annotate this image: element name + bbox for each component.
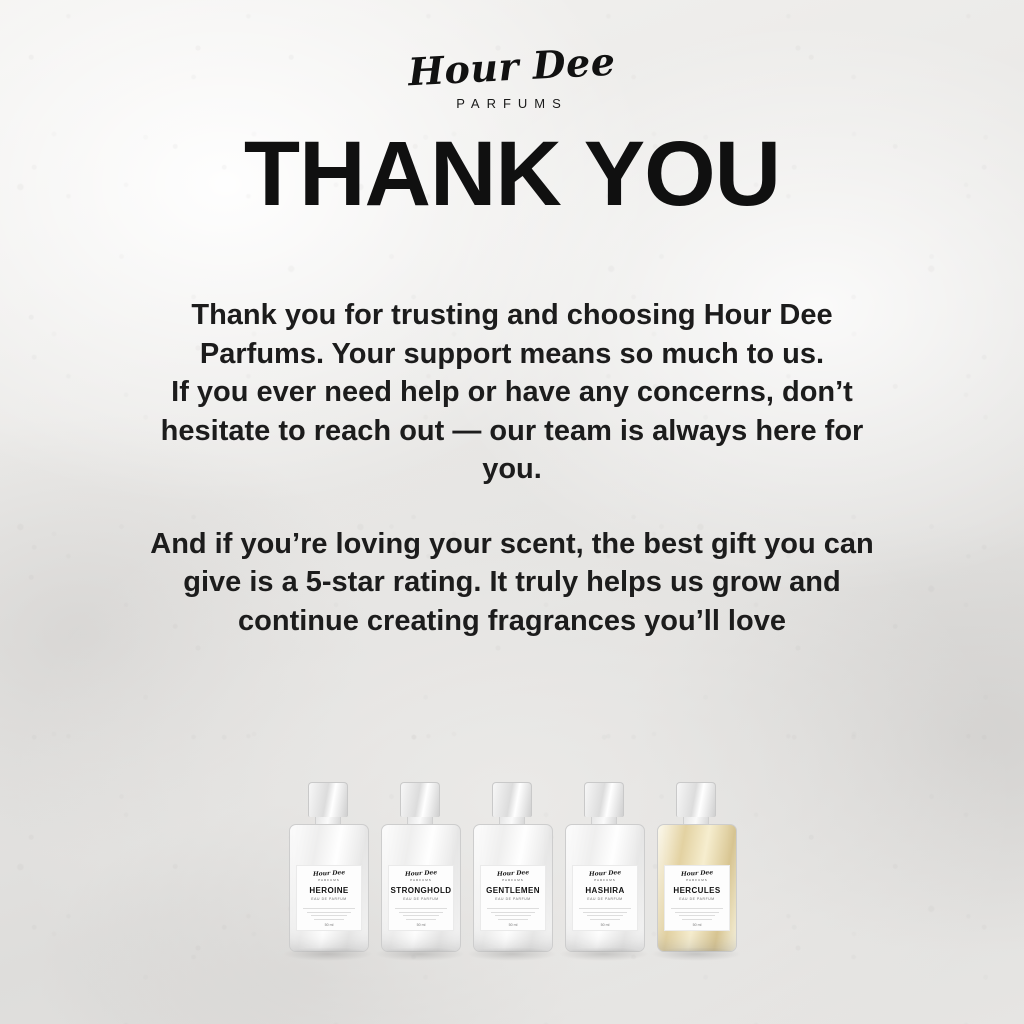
bottle-label bbox=[480, 865, 546, 931]
label-volume: 50 ml bbox=[508, 923, 518, 927]
label-brand-script: Hour Dee bbox=[680, 869, 714, 878]
bottle-shadow bbox=[559, 947, 649, 961]
label-text-lines bbox=[395, 908, 446, 922]
bottle-shadow bbox=[651, 947, 741, 961]
product-bottle bbox=[381, 782, 459, 952]
label-brand-subtitle: PARFUMS bbox=[318, 878, 340, 882]
label-brand-subtitle: PARFUMS bbox=[594, 878, 616, 882]
label-volume: 50 ml bbox=[692, 923, 702, 927]
bottle-body bbox=[473, 824, 553, 952]
bottle-label bbox=[572, 865, 638, 931]
label-product-type: EAU DE PARFUM bbox=[587, 897, 623, 901]
label-text-lines bbox=[671, 908, 722, 922]
label-product-name: GENTLEMEN bbox=[486, 886, 540, 895]
bottle-cap-icon bbox=[676, 782, 716, 817]
message-paragraph-3: And if you’re loving your scent, the best gift you can give is a 5-star rating. It truly helps us grow and continue creating fragrances you’ll love bbox=[150, 527, 874, 637]
message-body bbox=[150, 296, 874, 641]
label-brand-script: Hour Dee bbox=[496, 869, 530, 878]
bottle-cap-icon bbox=[308, 782, 348, 817]
brand-logo-subtitle: PARFUMS bbox=[456, 96, 568, 111]
product-bottle bbox=[289, 782, 367, 952]
paragraph-spacer bbox=[150, 489, 874, 525]
bottle-label bbox=[664, 865, 730, 931]
bottle-label bbox=[296, 865, 362, 931]
label-product-type: EAU DE PARFUM bbox=[403, 897, 439, 901]
product-bottle bbox=[565, 782, 643, 952]
label-product-type: EAU DE PARFUM bbox=[679, 897, 715, 901]
label-brand-subtitle: PARFUMS bbox=[410, 878, 432, 882]
page-title: THANK YOU bbox=[243, 123, 781, 225]
bottle-shadow bbox=[467, 947, 557, 961]
label-brand-script: Hour Dee bbox=[404, 869, 438, 878]
label-volume: 50 ml bbox=[416, 923, 426, 927]
bottle-neck bbox=[315, 817, 341, 824]
bottle-shadow bbox=[283, 947, 373, 961]
bottle-neck bbox=[591, 817, 617, 824]
label-product-type: EAU DE PARFUM bbox=[495, 897, 531, 901]
label-text-lines bbox=[579, 908, 630, 922]
label-product-name: HERCULES bbox=[673, 886, 721, 895]
label-product-type: EAU DE PARFUM bbox=[311, 897, 347, 901]
label-product-name: HASHIRA bbox=[585, 886, 625, 895]
bottle-cap-icon bbox=[584, 782, 624, 817]
label-volume: 50 ml bbox=[324, 923, 334, 927]
label-product-name: STRONGHOLD bbox=[390, 886, 452, 895]
message-paragraph-2: If you ever need help or have any concerns, don’t hesitate to reach out — our team is always here for you. bbox=[160, 376, 864, 486]
product-bottle bbox=[657, 782, 735, 952]
bottle-body bbox=[381, 824, 461, 952]
label-text-lines bbox=[487, 908, 538, 922]
bottle-body bbox=[565, 824, 645, 952]
bottle-neck bbox=[499, 817, 525, 824]
label-brand-subtitle: PARFUMS bbox=[686, 878, 708, 882]
bottle-body bbox=[289, 824, 369, 952]
bottle-cap-icon bbox=[492, 782, 532, 817]
product-bottle bbox=[473, 782, 551, 952]
product-lineup bbox=[0, 782, 1024, 952]
label-brand-subtitle: PARFUMS bbox=[502, 878, 524, 882]
label-brand-script: Hour Dee bbox=[588, 869, 622, 878]
bottle-body bbox=[657, 824, 737, 952]
brand-logo-script: Hour Dee bbox=[407, 38, 617, 95]
label-brand-script: Hour Dee bbox=[312, 869, 346, 878]
label-volume: 50 ml bbox=[600, 923, 610, 927]
label-product-name: HEROINE bbox=[309, 886, 349, 895]
label-text-lines bbox=[303, 908, 354, 922]
brand-logo bbox=[0, 38, 1024, 111]
bottle-cap-icon bbox=[400, 782, 440, 817]
bottle-neck bbox=[683, 817, 709, 824]
bottle-shadow bbox=[375, 947, 465, 961]
bottle-label bbox=[388, 865, 454, 931]
bottle-neck bbox=[407, 817, 433, 824]
message-paragraph-1: Thank you for trusting and choosing Hour Dee Parfums. Your support means so much to us. bbox=[191, 299, 833, 370]
